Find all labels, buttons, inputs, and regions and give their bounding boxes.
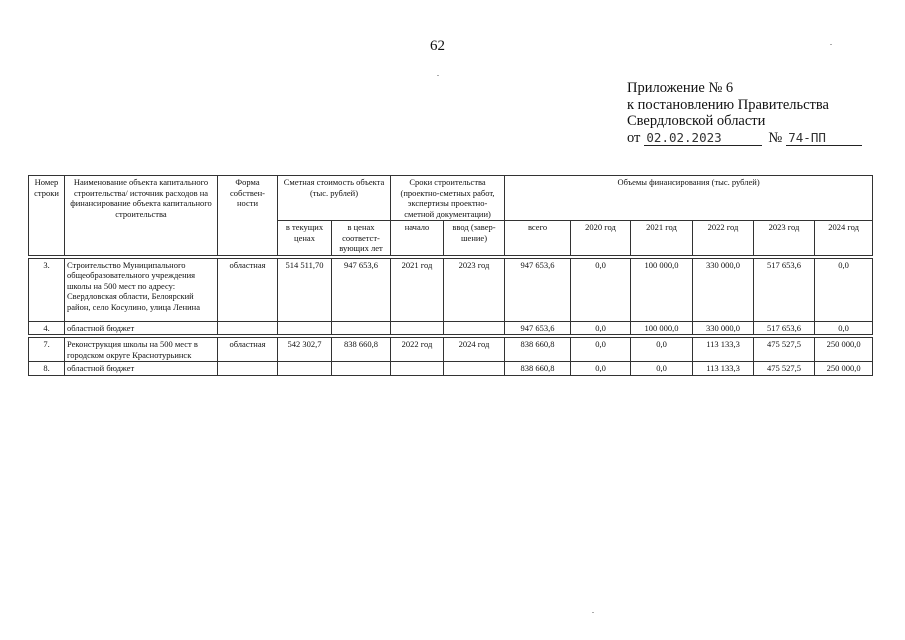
cell-num: 7. bbox=[29, 338, 65, 362]
cell-2020: 0,0 bbox=[571, 258, 631, 321]
table-row bbox=[29, 362, 873, 376]
cell-name: областной бюджет bbox=[65, 362, 218, 376]
cell-total: 838 660,8 bbox=[505, 362, 571, 376]
appendix-title: Приложение № 6 bbox=[627, 80, 734, 96]
cell-ownership: областная bbox=[218, 258, 278, 321]
table-row bbox=[29, 258, 873, 321]
header-current-prices: в текущих ценах bbox=[278, 221, 332, 256]
cell-name: областной бюджет bbox=[65, 321, 218, 335]
cell-start bbox=[391, 321, 444, 335]
resolution-number: 74-ПП bbox=[786, 131, 862, 146]
cell-name: Реконструкция школы на 500 мест в городском округе Краснотурьинск bbox=[65, 338, 218, 362]
resolution-date: 02.02.2023 bbox=[644, 131, 762, 146]
header-estimated-cost: Сметная стоимость объекта (тыс. рублей) bbox=[278, 176, 391, 221]
cell-start: 2022 год bbox=[391, 338, 444, 362]
cell-end: 2023 год bbox=[444, 258, 505, 321]
table-row bbox=[29, 321, 873, 335]
cell-start bbox=[391, 362, 444, 376]
cell-total: 838 660,8 bbox=[505, 338, 571, 362]
appendix-header bbox=[627, 80, 862, 146]
header-2020: 2020 год bbox=[571, 221, 631, 256]
appendix-date-line bbox=[627, 130, 862, 147]
from-label: от bbox=[627, 129, 641, 146]
cell-total: 947 653,6 bbox=[505, 258, 571, 321]
cell-ownership bbox=[218, 321, 278, 335]
cell-corresponding: 838 660,8 bbox=[332, 338, 391, 362]
cell-2023: 517 653,6 bbox=[754, 321, 815, 335]
scan-speck bbox=[592, 612, 594, 613]
cell-2023: 475 527,5 bbox=[754, 362, 815, 376]
cell-ownership: областная bbox=[218, 338, 278, 362]
appendix-region: Свердловской области bbox=[627, 113, 766, 129]
header-row-number: Номер строки bbox=[29, 176, 65, 256]
cell-corresponding bbox=[332, 321, 391, 335]
table-row bbox=[29, 338, 873, 362]
cell-corresponding: 947 653,6 bbox=[332, 258, 391, 321]
cell-2021: 100 000,0 bbox=[631, 321, 693, 335]
header-2021: 2021 год bbox=[631, 221, 693, 256]
cell-2022: 330 000,0 bbox=[693, 321, 754, 335]
cell-current: 514 511,70 bbox=[278, 258, 332, 321]
cell-end bbox=[444, 321, 505, 335]
cell-2021: 100 000,0 bbox=[631, 258, 693, 321]
header-corresponding-prices: в ценах соответст-вующих лет bbox=[332, 221, 391, 256]
cell-num: 3. bbox=[29, 258, 65, 321]
cell-2022: 113 133,3 bbox=[693, 362, 754, 376]
cell-name: Строительство Муниципального общеобразовательного учреждения школы на 500 мест по адресу: Свердловская области, Белоярский район, село Косулино, улица Ленина bbox=[65, 258, 218, 321]
cell-2021: 0,0 bbox=[631, 338, 693, 362]
number-label: № bbox=[768, 129, 783, 146]
financing-table bbox=[28, 175, 873, 376]
header-2024: 2024 год bbox=[815, 221, 873, 256]
header-deadlines: Сроки строительства (проектно-сметных работ, экспертизы проектно-сметной документации) bbox=[391, 176, 505, 221]
cell-end: 2024 год bbox=[444, 338, 505, 362]
header-commission: ввод (завер-шение) bbox=[444, 221, 505, 256]
appendix-resolution: к постановлению Правительства bbox=[627, 96, 829, 113]
cell-current: 542 302,7 bbox=[278, 338, 332, 362]
header-total: всего bbox=[505, 221, 571, 256]
cell-current bbox=[278, 321, 332, 335]
cell-2022: 330 000,0 bbox=[693, 258, 754, 321]
scan-speck bbox=[437, 75, 439, 76]
header-row-1 bbox=[29, 176, 873, 221]
cell-2023: 517 653,6 bbox=[754, 258, 815, 321]
header-ownership: Форма собствен-ности bbox=[218, 176, 278, 256]
page-number: 62 bbox=[430, 38, 445, 54]
cell-2024: 0,0 bbox=[815, 321, 873, 335]
cell-end bbox=[444, 362, 505, 376]
cell-2024: 250 000,0 bbox=[815, 362, 873, 376]
header-object-name: Наименование объекта капитального строительства/ источник расходов на финансирование объекта капитального строительства bbox=[65, 176, 218, 256]
cell-num: 8. bbox=[29, 362, 65, 376]
header-2022: 2022 год bbox=[693, 221, 754, 256]
cell-2021: 0,0 bbox=[631, 362, 693, 376]
scan-speck bbox=[830, 44, 832, 45]
cell-ownership bbox=[218, 362, 278, 376]
cell-corresponding bbox=[332, 362, 391, 376]
header-financing: Объемы финансирования (тыс. рублей) bbox=[505, 176, 873, 221]
cell-current bbox=[278, 362, 332, 376]
cell-num: 4. bbox=[29, 321, 65, 335]
cell-total: 947 653,6 bbox=[505, 321, 571, 335]
cell-2020: 0,0 bbox=[571, 362, 631, 376]
header-2023: 2023 год bbox=[754, 221, 815, 256]
cell-2022: 113 133,3 bbox=[693, 338, 754, 362]
cell-2020: 0,0 bbox=[571, 321, 631, 335]
cell-2024: 0,0 bbox=[815, 258, 873, 321]
cell-2023: 475 527,5 bbox=[754, 338, 815, 362]
cell-2024: 250 000,0 bbox=[815, 338, 873, 362]
header-start: начало bbox=[391, 221, 444, 256]
cell-2020: 0,0 bbox=[571, 338, 631, 362]
cell-start: 2021 год bbox=[391, 258, 444, 321]
